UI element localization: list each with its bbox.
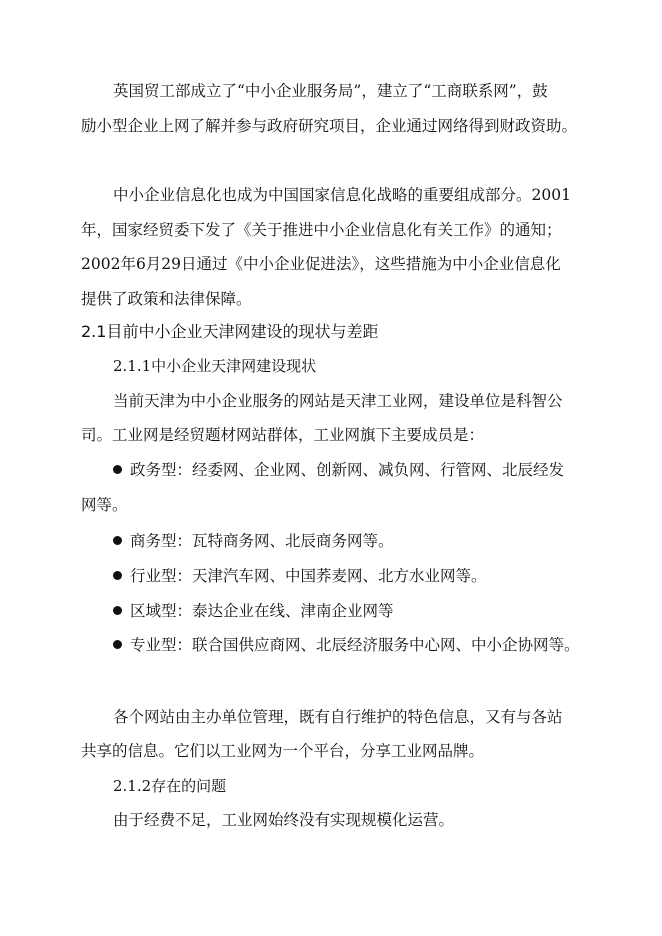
bullet-item-industry — [113, 565, 487, 587]
bullet-dot-icon — [113, 640, 122, 649]
paragraph-china-line-4: 提供了政策和法律保障。 — [81, 290, 252, 308]
bullet-text: 商务型：瓦特商务网、北辰商务网等。 — [130, 532, 394, 550]
bullet-item-professional — [113, 634, 580, 656]
bullet-text: 政务型：经委网、企业网、创新网、减负网、行管网、北辰经发 — [130, 461, 565, 479]
paragraph-funding-line-1: 由于经费不足，工业网始终没有实现规模化运营。 — [113, 811, 455, 829]
bullet-item-government — [113, 459, 564, 481]
paragraph-china-line-1: 中小企业信息化也成为中国国家信息化战略的重要组成部分。2001 — [113, 186, 571, 204]
subsection-heading-2-1-1: 2.1.1中小企业天津网建设现状 — [113, 357, 317, 375]
paragraph-tianjin-line-2: 司。工业网是经贸题材网站群体，工业网旗下主要成员是： — [81, 426, 485, 444]
bullet-text: 专业型：联合国供应商网、北辰经济服务中心网、中小企协网等。 — [130, 636, 580, 654]
paragraph-websites-line-2: 共享的信息。它们以工业网为一个平台，分享工业网品牌。 — [81, 742, 485, 760]
bullet-text: 行业型：天津汽车网、中国荞麦网、北方水业网等。 — [130, 567, 487, 585]
bullet-item-regional — [113, 600, 394, 622]
subsection-heading-2-1-2: 2.1.2存在的问题 — [113, 777, 227, 795]
paragraph-websites-line-1: 各个网站由主办单位管理，既有自行维护的特色信息，又有与各站 — [113, 708, 563, 726]
bullet-dot-icon — [113, 465, 122, 474]
paragraph-china-line-2: 年，国家经贸委下发了《关于推进中小企业信息化有关工作》的通知； — [81, 221, 562, 239]
bullet-dot-icon — [113, 606, 122, 615]
paragraph-uk-line-2: 励小型企业上网了解并参与政府研究项目，企业通过网络得到财政资助。 — [81, 117, 578, 135]
paragraph-china-line-3: 2002年6月29日通过《中小企业促进法》，这些措施为中小企业信息化 — [81, 255, 561, 273]
bullet-text: 区域型：泰达企业在线、津南企业网等 — [130, 602, 394, 620]
section-heading-2-1: 2.1目前中小企业天津网建设的现状与差距 — [81, 322, 379, 341]
bullet-dot-icon — [113, 571, 122, 580]
paragraph-tianjin-line-1: 当前天津为中小企业服务的网站是天津工业网，建设单位是科智公 — [113, 392, 563, 410]
bullet-item-business — [113, 530, 394, 552]
bullet-item-government-continued: 网等。 — [81, 496, 128, 514]
bullet-dot-icon — [113, 536, 122, 545]
paragraph-uk-line-1: 英国贸工部成立了“中小企业服务局”，建立了“工商联系网”，鼓 — [113, 82, 548, 100]
